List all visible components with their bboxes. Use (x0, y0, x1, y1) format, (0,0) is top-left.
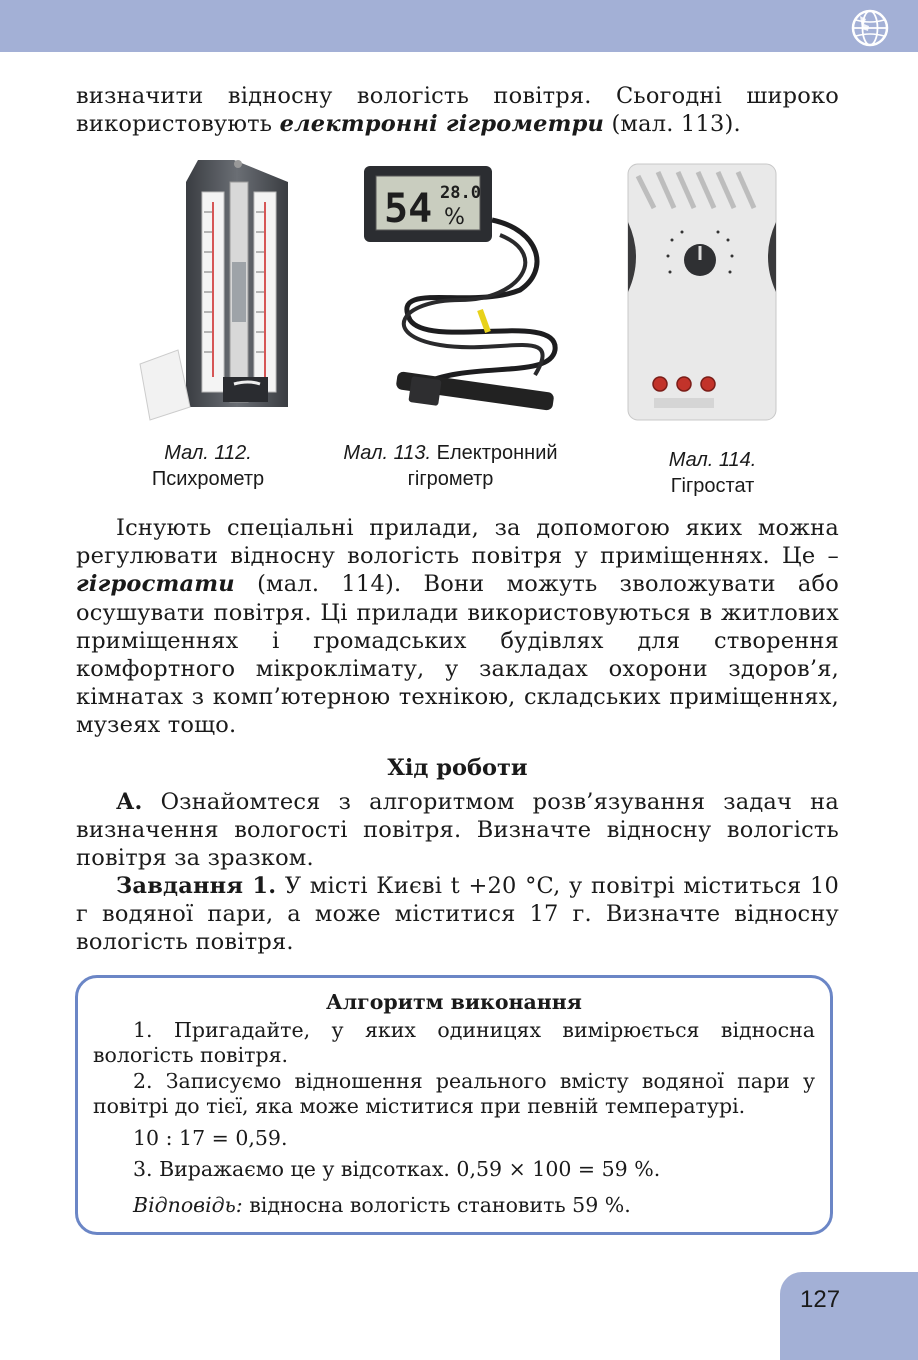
figure-114-caption (630, 447, 795, 499)
display-temperature: 28.0 (440, 183, 481, 203)
figure-113-label-line2: гігрометр (407, 468, 494, 490)
hygrostats-text-end: (мал. 114). Вони можуть зволожувати або осушувати повітря. Ці прилади використовуються в житлових приміщеннях і громадських будівлях для створення комфортного мікроклімату, у закладах охорони здоров’я, кімнатах з комп’ютерною технікою, складських приміщеннях, музеях тощо. (76, 571, 839, 739)
page-number-tab (780, 1272, 918, 1360)
hygrostats-paragraph (76, 514, 839, 740)
figure-112-label: Психрометр (151, 468, 265, 490)
algorithm-step-3: 3. Виражаємо це у відсотках. 0,59 × 100 = 59 %. (133, 1157, 661, 1181)
algorithm-title: Алгоритм виконання (326, 990, 582, 1014)
task-1-label: Завдання 1. (116, 873, 277, 899)
part-a-paragraph (76, 788, 839, 873)
figure-114-label: Гігростат (670, 475, 755, 497)
display-percent-sign: % (444, 205, 465, 230)
psychrometer-image (138, 152, 298, 427)
term-electronic-hygrometers: електронні гігрометри (279, 111, 605, 138)
hygrostat-image (624, 162, 780, 424)
algorithm-step-2: 2. Записуємо відношення реального вмісту водяної пари у повітрі до тієї, яка може міститися при певній температурі. (93, 1068, 815, 1118)
display-rh-value: 54 (384, 186, 433, 232)
answer-text: відносна вологість становить 59 %. (242, 1192, 631, 1217)
algorithm-step-1: 1. Пригадайте, у яких одиницях вимірюється відносна вологість повітря. (93, 1017, 815, 1067)
top-banner (0, 0, 918, 52)
figure-113-label-line1: Електронний (436, 442, 558, 464)
intro-paragraph (76, 82, 839, 138)
task-1-text: У місті Києві t +20 °C, у повітрі міститься 10 г водяної пари, а може міститися 17 г. Визначте відносну вологість повітря. (76, 873, 839, 956)
electronic-hygrometer-image (350, 160, 570, 425)
answer-label: Відповідь: (133, 1192, 243, 1217)
term-hygrostats: гігростати (76, 571, 235, 598)
intro-reference: (мал. 113). (604, 111, 741, 138)
figure-112-number: Мал. 112. (164, 442, 252, 464)
work-heading: Хід роботи (387, 755, 528, 781)
algorithm-box (75, 975, 833, 1235)
part-a-label: А. (116, 789, 143, 815)
hygrostats-text-start: Існують спеціальні прилади, за допомогою яких можна регулювати відносну вологість повітря у приміщеннях. Це – (76, 515, 839, 570)
figure-114-number: Мал. 114. (668, 449, 757, 471)
figure-112-caption (118, 440, 298, 492)
algorithm-formula: 10 : 17 = 0,59. (133, 1125, 288, 1150)
figure-113-number: Мал. 113. (343, 442, 432, 464)
intro-text: визначити відносну вологість повітря. Сьогодні широко використовують (76, 83, 839, 138)
part-a-text: Ознайомтеся з алгоритмом розв’язування задач на визначення вологості повітря. Визначте відносну вологість повітря за зразком. (76, 789, 839, 872)
task-1-paragraph (76, 872, 839, 957)
page-number: 127 (800, 1286, 841, 1313)
globe-icon (850, 8, 890, 48)
figure-113-caption (318, 440, 583, 492)
